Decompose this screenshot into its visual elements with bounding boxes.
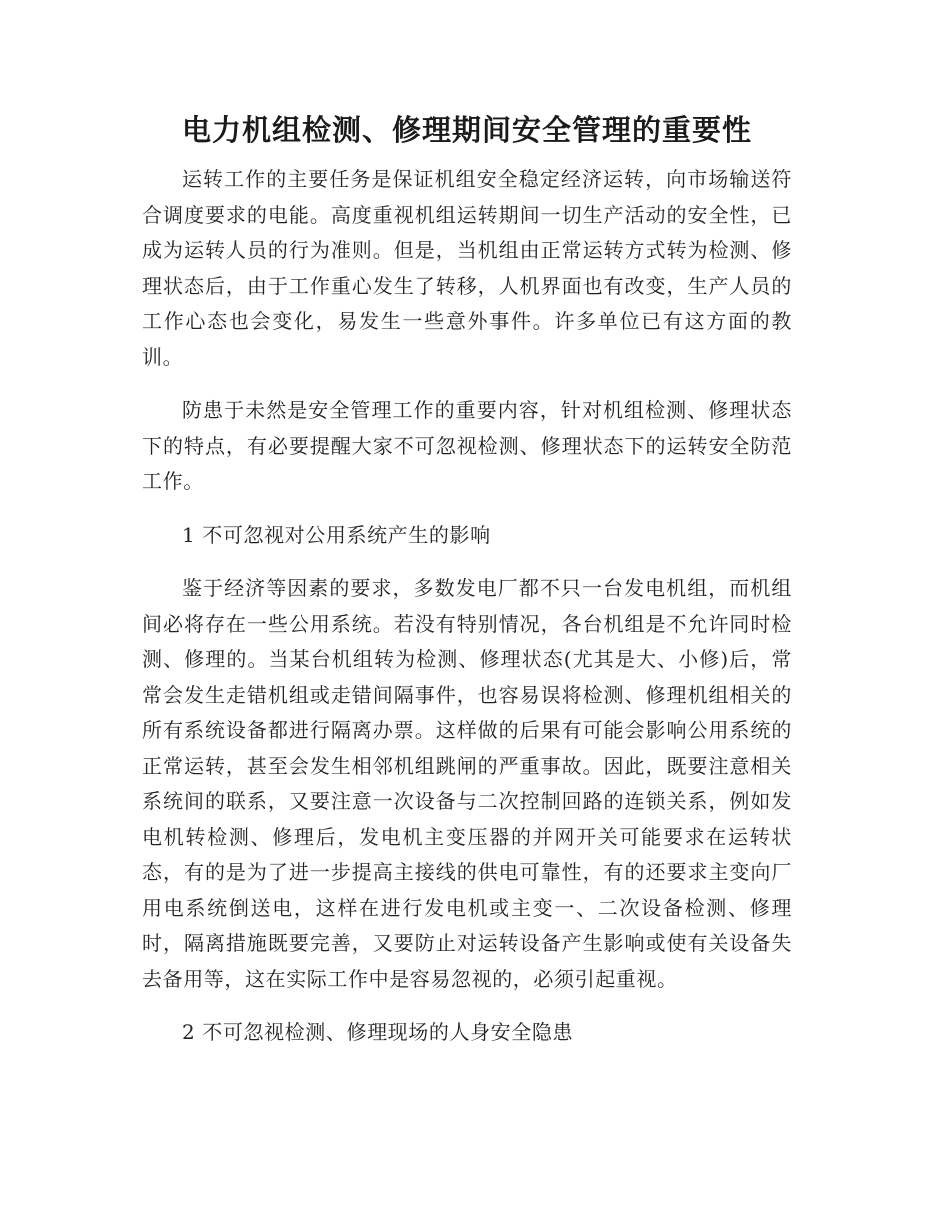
section-1-heading: 1 不可忽视对公用系统产生的影响: [182, 522, 491, 547]
section-1-body: 鉴于经济等因素的要求，多数发电厂都不只一台发电机组，而机组间必将存在一些公用系统。若没有特别情况，各台机组是不允许同时检测、修理的。当某台机组转为检测、修理状态(尤其是大、小修)后，常常会发生走错机组或走错间隔事件，也容易误将检测、修理机组相关的所有系统设备都进行隔离办票。这样做的后果有可能会影响公用系统的正常运转，甚至会发生相邻机组跳闸的严重事故。因此，既要注意相关系统间的联系，又要注意一次设备与二次控制回路的连锁关系，例如发电机转检测、修理后，发电机主变压器的并网开关可能要求在运转状态，有的是为了进一步提高主接线的供电可靠性，有的还要求主变向厂用电系统倒送电，这样在进行发电机或主变一、二次设备检测、修理时，隔离措施既要完善，又要防止对运转设备产生影响或使有关设备失去备用等，这在实际工作中是容易忽视的，必须引起重视。: [142, 576, 792, 991]
section-2-heading: 2 不可忽视检测、修理现场的人身安全隐患: [182, 1020, 574, 1044]
document-page: [142, 108, 792, 1069]
document-title: 电力机组检测、修理期间安全管理的重要性: [181, 113, 752, 147]
prevention-paragraph: 防患于未然是安全管理工作的重要内容，针对机组检测、修理状态下的特点，有必要提醒大家不可忽视检测、修理状态下的运转安全防范工作。: [142, 398, 792, 493]
intro-paragraph: 运转工作的主要任务是保证机组安全稳定经济运转，向市场输送符合调度要求的电能。高度重视机组运转期间一切生产活动的安全性，已成为运转人员的行为准则。但是，当机组由正常运转方式转为检测、修理状态后，由于工作重心发生了转移，人机界面也有改变，生产人员的工作心态也会变化，易发生一些意外事件。许多单位已有这方面的教训。: [142, 167, 792, 369]
